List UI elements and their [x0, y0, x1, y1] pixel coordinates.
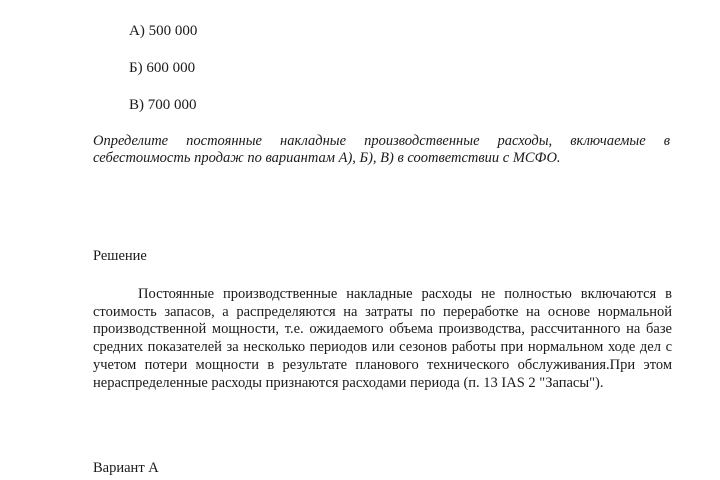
answer-option-a: А) 500 000: [129, 23, 198, 39]
cropped-text-line: [92, 0, 652, 4]
answer-option-c: В) 700 000: [129, 97, 197, 113]
question-text: Определите постоянные накладные производственные расходы, включаемые в себестоимость продаж по вариантам А), Б), В) в соответствии с МСФО.: [93, 133, 670, 166]
answer-option-b: Б) 600 000: [129, 60, 196, 76]
variant-heading: Вариант А: [93, 460, 159, 476]
solution-heading: Решение: [93, 248, 147, 264]
solution-paragraph: Постоянные производственные накладные расходы не полностью включаются в стоимость запасов, а распределяются на затраты по переработке на основе нормальной производственной мощности, т.е. ожидаемого объема производства, рассчитанного на базе средних показателей за несколько периодов или сезонов работы при нормальном ходе дел с учетом потери мощности в результате планового технического обслуживания.При этом нераспределенные расходы признаются расходами периода (п. 13 IAS 2 "Запасы").: [93, 286, 672, 391]
